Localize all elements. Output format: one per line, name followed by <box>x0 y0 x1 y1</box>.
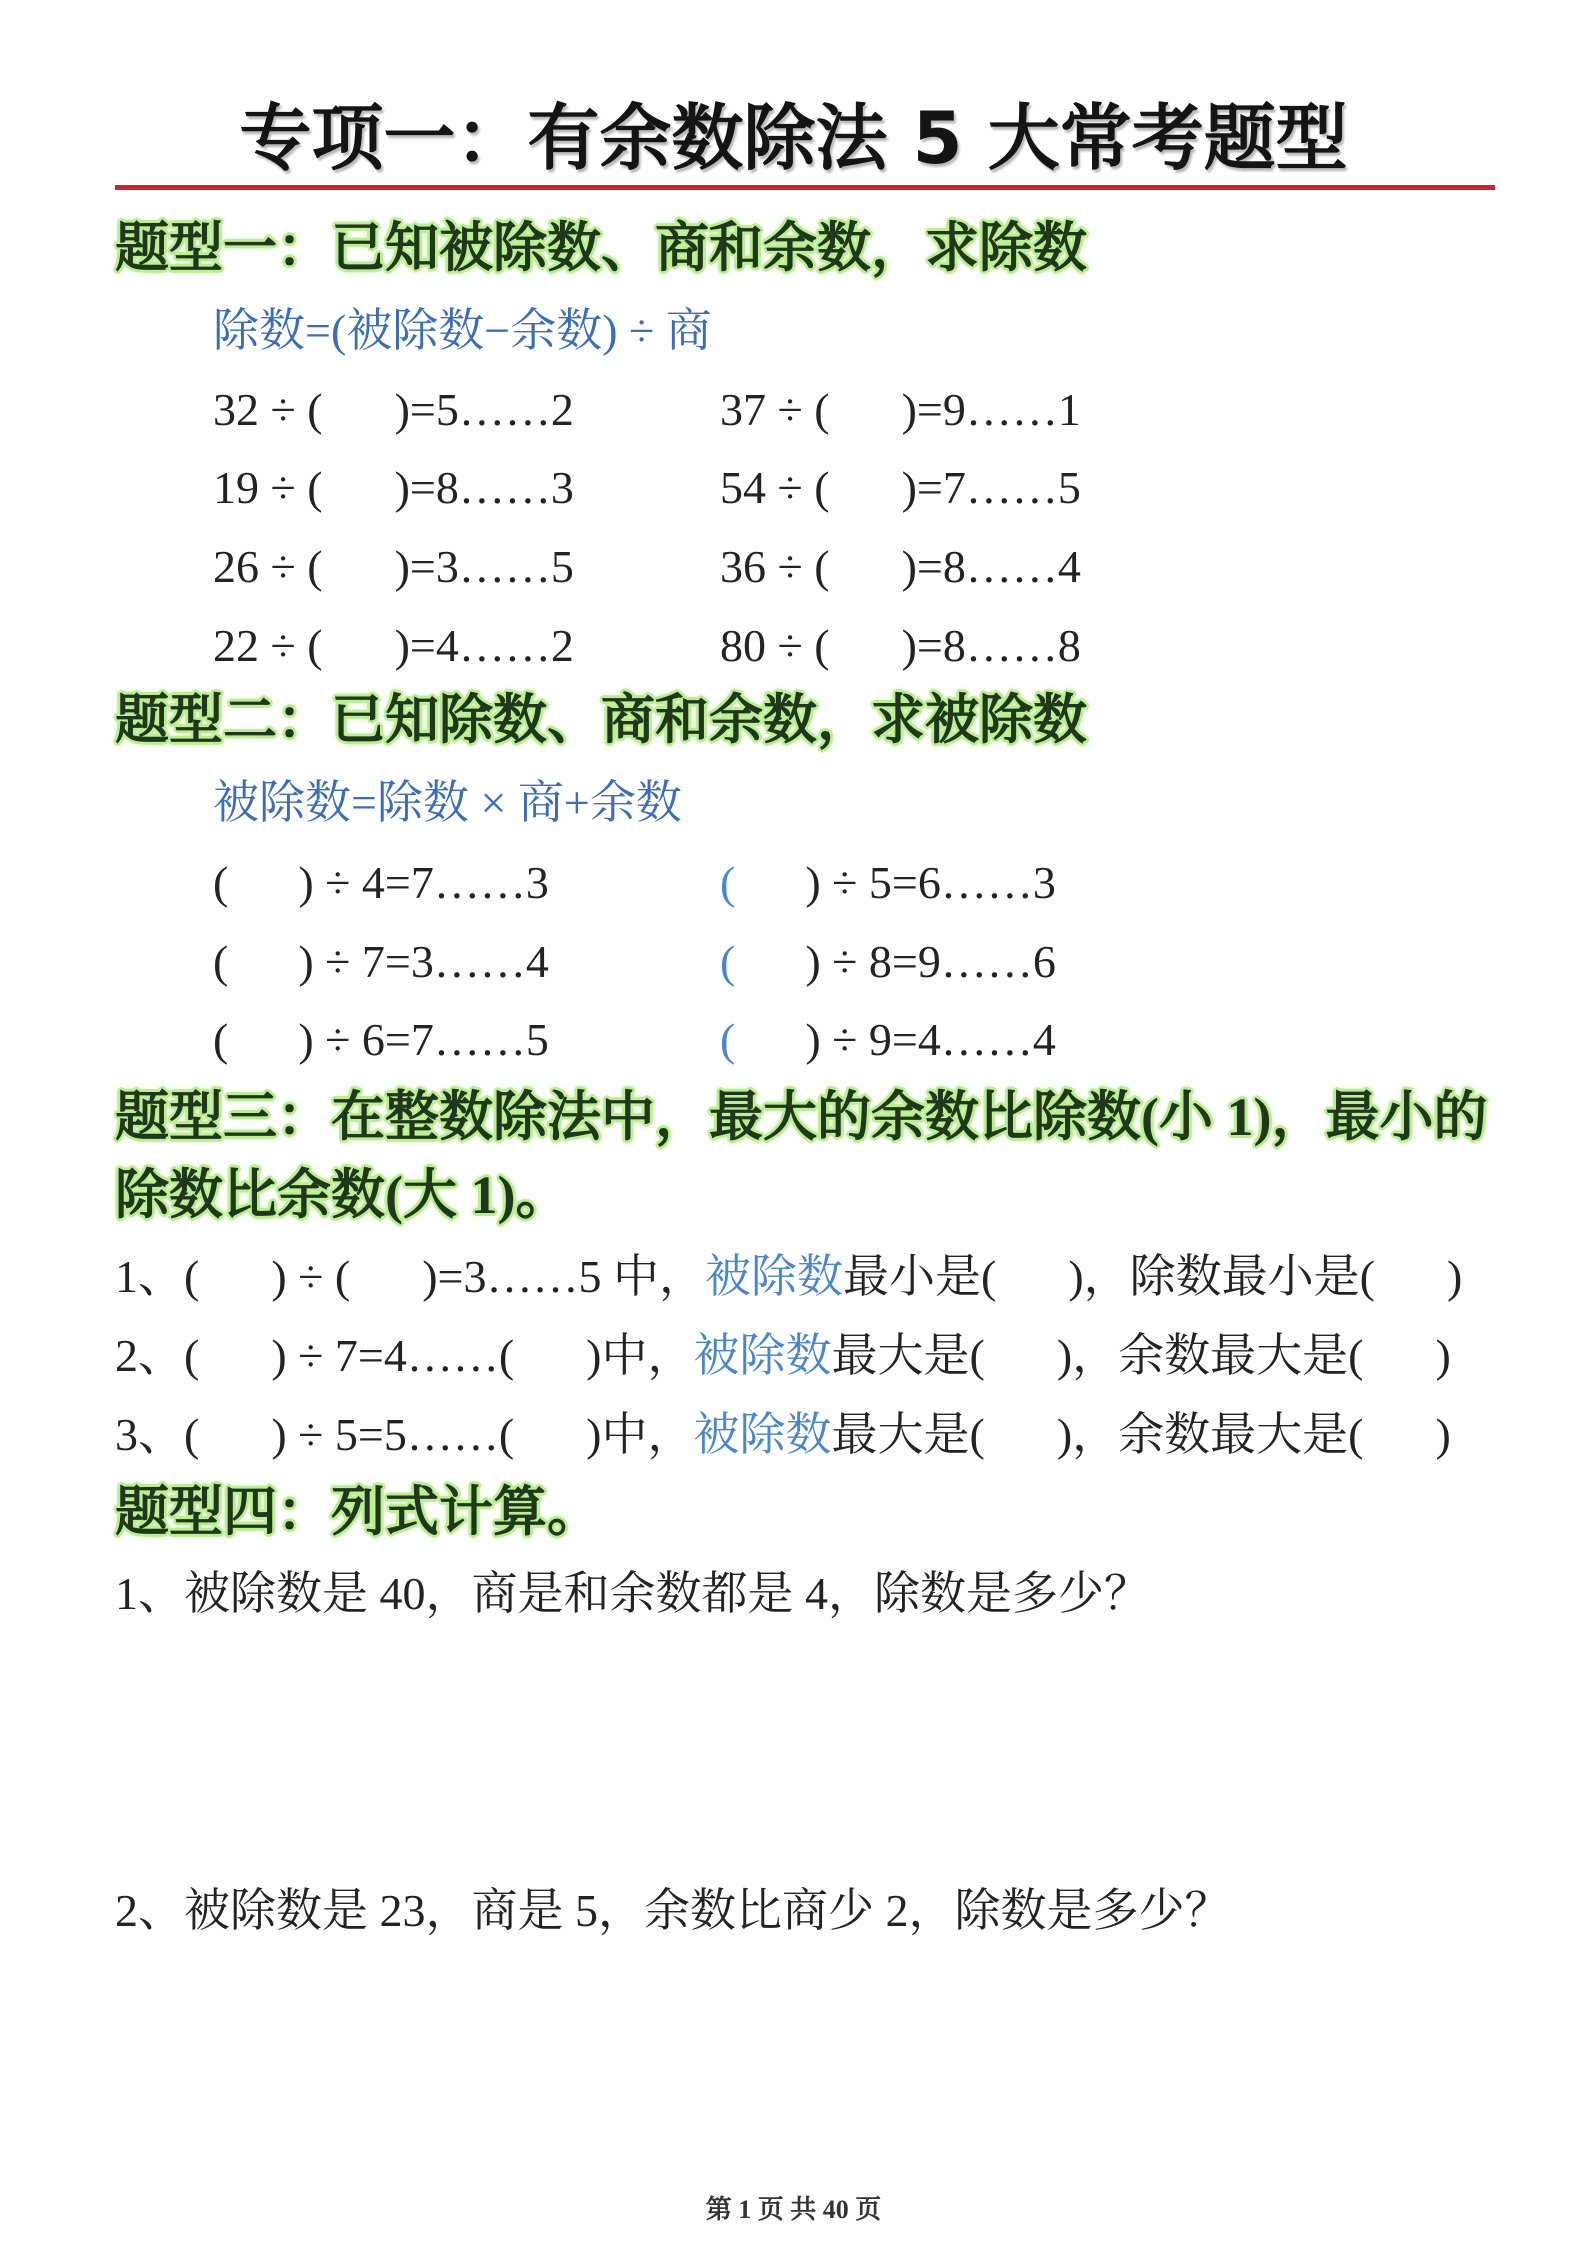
formula-type2: 被除数=除数 × 商+余数 <box>213 777 682 828</box>
question-type3-1 <box>115 1247 1462 1307</box>
question-text: )=3……5 中， <box>422 1251 705 1302</box>
equation-text: ) ÷ 5=6……3 <box>805 857 1056 908</box>
equation-text: ) ÷ 4=7……3 <box>298 857 549 908</box>
question-text: ) <box>1435 1330 1451 1381</box>
equation-text: 54 ÷ ( <box>720 462 830 513</box>
question-text: 最小是( <box>842 1251 997 1302</box>
equation-text: ( <box>720 857 736 908</box>
equation-type2-r1-right <box>720 853 1056 913</box>
question-text: ) ÷ ( <box>271 1251 351 1302</box>
equation-text: 37 ÷ ( <box>720 384 830 435</box>
equation-text: ( <box>213 857 229 908</box>
formula-type1: 除数=(被除数−余数) ÷ 商 <box>213 305 712 356</box>
question-text: ) <box>1435 1409 1451 1460</box>
question-text: )，余数最大是( <box>1056 1330 1364 1381</box>
equation-type1-r3-right <box>720 537 1081 597</box>
equation-type2-r2-left <box>213 932 549 992</box>
equation-type1-r3-left <box>213 537 574 597</box>
question-text: )中， <box>586 1409 694 1460</box>
equation-text: ) ÷ 9=4……4 <box>805 1014 1056 1065</box>
equation-text: ( <box>720 1014 736 1065</box>
equation-text: 26 ÷ ( <box>213 541 323 592</box>
question-text: 1、( <box>115 1251 200 1302</box>
title-underline <box>115 185 1495 190</box>
word-problem-2: 2、被除数是 23，商是 5，余数比商少 2，除数是多少？ <box>115 1885 1231 1936</box>
section-heading-type3-line2: 除数比余数(大 1)。 <box>115 1165 570 1225</box>
equation-type2-r2-right <box>720 932 1056 992</box>
equation-text: )=8……8 <box>901 620 1081 671</box>
equation-text: 22 ÷ ( <box>213 620 323 671</box>
equation-text: )=9……1 <box>901 384 1081 435</box>
highlighted-term: 被除数 <box>693 1409 832 1460</box>
equation-text: ( <box>720 936 736 987</box>
equation-text: 32 ÷ ( <box>213 384 323 435</box>
equation-text: ( <box>213 936 229 987</box>
section-heading-type3-line1: 题型三：在整数除法中，最大的余数比除数(小 1)，最小的 <box>115 1087 1488 1147</box>
question-text: ) ÷ 5=5……( <box>271 1409 515 1460</box>
section-heading-type1: 题型一：已知被除数、商和余数，求除数 <box>115 218 1087 278</box>
question-text: ) <box>1446 1251 1463 1302</box>
question-text: ) ÷ 7=4……( <box>271 1330 515 1381</box>
question-text: 最大是( <box>831 1330 985 1381</box>
page-number: 第 1 页 共 40 页 <box>705 2195 882 2224</box>
question-type3-3 <box>115 1405 1451 1465</box>
equation-text: )=7……5 <box>901 462 1081 513</box>
equation-type1-r4-right <box>720 616 1081 676</box>
section-heading-type4: 题型四：列式计算。 <box>115 1482 601 1542</box>
section-heading-type2: 题型二：已知除数、商和余数，求被除数 <box>115 690 1087 750</box>
equation-text: ) ÷ 7=3……4 <box>298 936 549 987</box>
equation-type2-r3-left <box>213 1010 549 1070</box>
equation-text: )=3……5 <box>394 541 574 592</box>
word-problem-1: 1、被除数是 40，商是和余数都是 4，除数是多少？ <box>115 1568 1150 1619</box>
highlighted-term: 被除数 <box>693 1330 832 1381</box>
highlighted-term: 被除数 <box>704 1251 843 1302</box>
equation-type2-r1-left <box>213 853 549 913</box>
equation-text: ) ÷ 8=9……6 <box>805 936 1056 987</box>
equation-type1-r2-right <box>720 458 1081 518</box>
equation-text: )=5……2 <box>394 384 574 435</box>
equation-text: )=8……3 <box>394 462 574 513</box>
equation-text: ( <box>213 1014 229 1065</box>
equation-type1-r4-left <box>213 616 574 676</box>
equation-type1-r2-left <box>213 458 574 518</box>
equation-text: ) ÷ 6=7……5 <box>298 1014 549 1065</box>
equation-type1-r1-right <box>720 380 1081 440</box>
equation-text: 19 ÷ ( <box>213 462 323 513</box>
equation-type1-r1-left <box>213 380 574 440</box>
question-text: )，除数最小是( <box>1068 1251 1375 1302</box>
page-title: 专项一：有余数除法 5 大常考题型 <box>239 96 1348 180</box>
equation-type2-r3-right <box>720 1010 1056 1070</box>
question-text: 最大是( <box>831 1409 985 1460</box>
question-text: 2、( <box>115 1330 200 1381</box>
equation-text: 80 ÷ ( <box>720 620 830 671</box>
equation-text: 36 ÷ ( <box>720 541 830 592</box>
question-text: )，余数最大是( <box>1056 1409 1364 1460</box>
question-text: 3、( <box>115 1409 200 1460</box>
equation-text: )=8……4 <box>901 541 1081 592</box>
question-text: )中， <box>586 1330 694 1381</box>
equation-text: )=4……2 <box>394 620 574 671</box>
question-type3-2 <box>115 1326 1451 1386</box>
